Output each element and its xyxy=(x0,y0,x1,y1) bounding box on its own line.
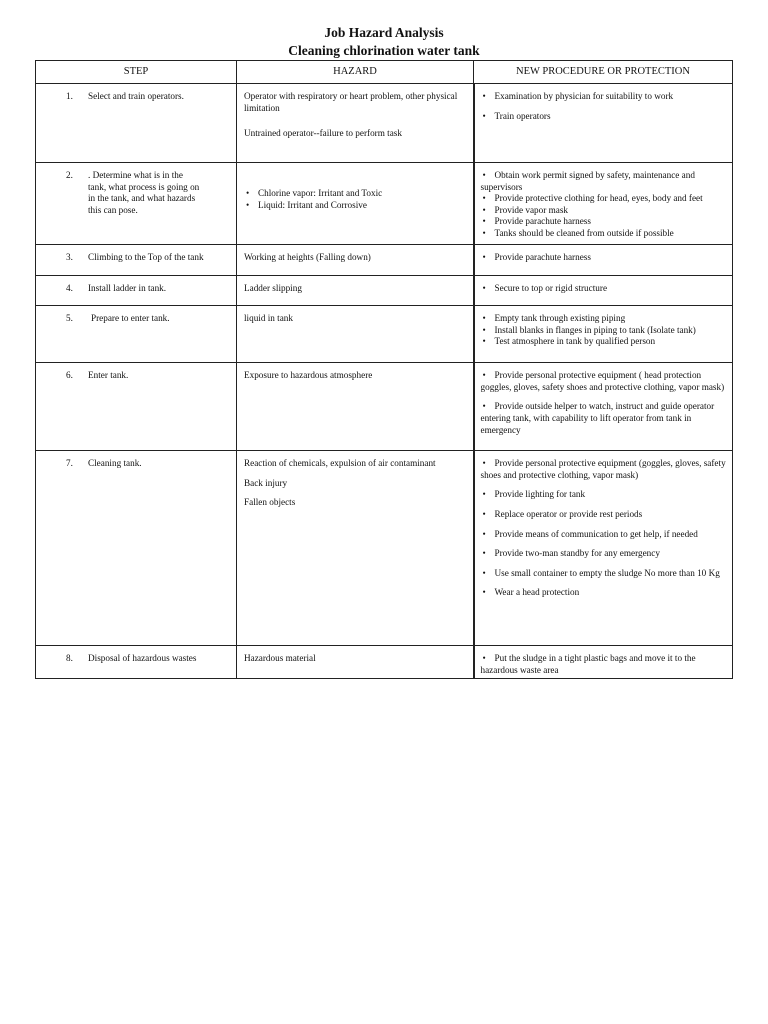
step-number: 1. xyxy=(66,91,73,101)
hazard-cell xyxy=(237,163,474,245)
protection-item: • Tanks should be cleaned from outside if possible xyxy=(481,228,729,240)
step-cell xyxy=(36,245,237,276)
protection-item: • Provide lighting for tank xyxy=(481,489,729,501)
protection-list xyxy=(481,252,729,264)
protection-cell xyxy=(474,646,733,679)
hazard-text: Ladder slipping xyxy=(244,282,302,293)
table-row xyxy=(36,646,733,679)
step-cell xyxy=(36,306,237,363)
protection-item: • Replace operator or provide rest periods xyxy=(481,509,729,521)
step-cell xyxy=(36,451,237,646)
protection-cell xyxy=(474,363,733,451)
table-row xyxy=(36,306,733,363)
protection-item: • Empty tank through existing piping xyxy=(481,313,729,325)
hazard-analysis-table xyxy=(35,60,733,679)
protection-cell xyxy=(474,306,733,363)
hazard-cell xyxy=(237,306,474,363)
hazard-text: Operator with respiratory or heart problem, other physical limitation xyxy=(244,91,458,113)
protection-item: • Secure to top or rigid structure xyxy=(481,283,729,295)
hazard-cell xyxy=(237,275,474,306)
header-hazard: HAZARD xyxy=(237,61,474,84)
step-number: 4. xyxy=(66,282,73,293)
hazard-cell xyxy=(237,245,474,276)
hazard-cell xyxy=(237,84,474,163)
step-number: 7. xyxy=(66,458,73,469)
table-row xyxy=(36,163,733,245)
step-text: Install ladder in tank. xyxy=(88,282,167,293)
table-row xyxy=(36,84,733,163)
protection-list xyxy=(481,170,729,240)
step-number: 3. xyxy=(66,252,73,262)
hazard-text: Hazardous material xyxy=(244,653,316,664)
protection-item: • Examination by physician for suitability to work xyxy=(481,91,729,103)
hazard-text: Fallen objects xyxy=(244,497,296,508)
protection-item: • Provide outside helper to watch, instruct and guide operator entering tank, with capability to lift operator from tank in emergency xyxy=(481,401,729,436)
step-number: 5. xyxy=(66,313,73,324)
step-cell xyxy=(36,363,237,451)
protection-item: • Provide two-man standby for any emergency xyxy=(481,548,729,560)
hazard-list xyxy=(244,188,469,211)
hazard-text: Back injury xyxy=(244,477,288,488)
hazard-text: liquid in tank xyxy=(244,313,293,324)
protection-list xyxy=(481,91,729,122)
protection-item: • Provide vapor mask xyxy=(481,205,729,217)
table-row xyxy=(36,363,733,451)
hazard-text: Working at heights (Falling down) xyxy=(244,252,371,262)
protection-item: • Provide personal protective equipment (goggles, gloves, safety shoes and protective clothing, vapor mask) xyxy=(481,458,729,481)
protection-item: • Install blanks in flanges in piping to tank (Isolate tank) xyxy=(481,325,729,337)
protection-item: • Provide means of communication to get help, if needed xyxy=(481,529,729,541)
protection-list xyxy=(481,283,729,295)
step-number: 8. xyxy=(66,653,73,664)
hazard-text: Reaction of chemicals, expulsion of air contaminant xyxy=(244,458,436,469)
protection-item: • Provide parachute harness xyxy=(481,216,729,228)
document-subtitle: Cleaning chlorination water tank xyxy=(288,43,480,58)
protection-item: • Train operators xyxy=(481,111,729,123)
document-title: Job Hazard Analysis xyxy=(324,25,444,40)
protection-list xyxy=(481,313,729,348)
header-step: STEP xyxy=(36,61,237,84)
protection-item: • Provide personal protective equipment ( head protection goggles, gloves, safety shoes and protective clothing, vapor mask) xyxy=(481,370,729,393)
hazard-bullet: • Chlorine vapor: Irritant and Toxic xyxy=(244,188,469,200)
step-number: 2. xyxy=(66,170,73,180)
hazard-bullet: • Liquid: Irritant and Corrosive xyxy=(244,200,469,212)
protection-list xyxy=(481,370,729,436)
protection-item: • Provide parachute harness xyxy=(481,252,729,264)
step-cell xyxy=(36,84,237,163)
header-protection: NEW PROCEDURE OR PROTECTION xyxy=(474,61,733,84)
step-text: Select and train operators. xyxy=(88,91,184,101)
hazard-cell xyxy=(237,646,474,679)
protection-item: • Wear a head protection xyxy=(481,587,729,599)
protection-item: • Use small container to empty the sludge No more than 10 Kg xyxy=(481,568,729,580)
step-cell xyxy=(36,275,237,306)
hazard-cell xyxy=(237,451,474,646)
step-text: Cleaning tank. xyxy=(88,458,142,469)
step-text: . Determine what is in the tank, what process is going on in the tank, and what hazards this can pose. xyxy=(88,170,200,215)
protection-list xyxy=(481,653,729,676)
protection-cell xyxy=(474,84,733,163)
step-number: 6. xyxy=(66,370,73,381)
table-header-row xyxy=(36,61,733,84)
protection-cell xyxy=(474,245,733,276)
step-text: Disposal of hazardous wastes xyxy=(88,653,197,664)
table-row xyxy=(36,451,733,646)
protection-item: • Obtain work permit signed by safety, maintenance and supervisors xyxy=(481,170,729,193)
hazard-text: Exposure to hazardous atmosphere xyxy=(244,370,373,381)
protection-item: • Provide protective clothing for head, eyes, body and feet xyxy=(481,193,729,205)
hazard-cell xyxy=(237,363,474,451)
protection-list xyxy=(481,458,729,599)
step-text: Enter tank. xyxy=(88,370,129,381)
step-text: Prepare to enter tank. xyxy=(91,313,170,324)
protection-item: • Test atmosphere in tank by qualified person xyxy=(481,336,729,348)
hazard-text: Untrained operator--failure to perform task xyxy=(244,128,402,139)
step-text: Climbing to the Top of the tank xyxy=(88,252,204,262)
table-row xyxy=(36,245,733,276)
protection-cell xyxy=(474,451,733,646)
protection-cell xyxy=(474,163,733,245)
protection-item: • Put the sludge in a tight plastic bags and move it to the hazardous waste area xyxy=(481,653,729,676)
step-cell xyxy=(36,163,237,245)
table-row xyxy=(36,275,733,306)
step-cell xyxy=(36,646,237,679)
protection-cell xyxy=(474,275,733,306)
